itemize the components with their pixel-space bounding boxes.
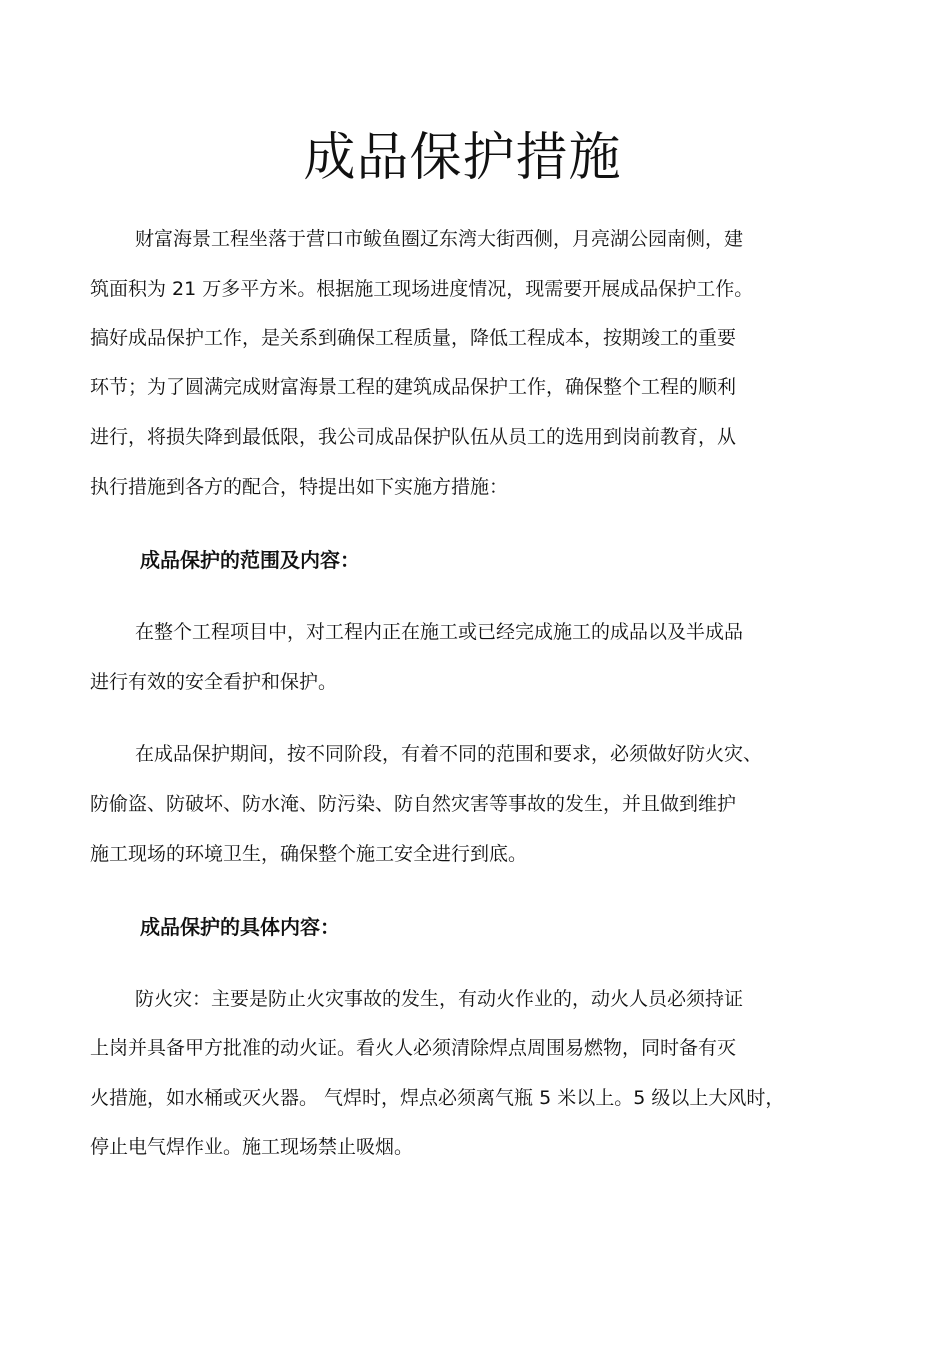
section-heading-details: 成品保护的具体内容： [140,915,340,939]
details-para1-line-2: 上岗并具备甲方批准的动火证。看火人必须清除焊点周围易燃物，同时备有灭 [90,1037,737,1059]
intro-line-2: 筑面积为 21 万多平方米。根据施工现场进度情况，现需要开展成品保护工作。 [90,278,754,300]
section-heading-scope: 成品保护的范围及内容： [140,548,360,572]
details-para1-line-4: 停止电气焊作业。施工现场禁止吸烟。 [90,1136,414,1158]
intro-line-4: 环节；为了圆满完成财富海景工程的建筑成品保护工作，确保整个工程的顺利 [90,376,737,398]
document-title: 成品保护措施 [303,128,622,188]
intro-line-1: 财富海景工程坐落于营口市鲅鱼圈辽东湾大街西侧，月亮湖公园南侧，建 [135,228,744,250]
intro-line-3: 搞好成品保护工作，是关系到确保工程质量，降低工程成本，按期竣工的重要 [90,327,737,349]
scope-para1-line-2: 进行有效的安全看护和保护。 [90,671,338,693]
details-para1-line-1: 防火灾：主要是防止火灾事故的发生，有动火作业的，动火人员必须持证 [135,988,744,1010]
scope-para2-line-1: 在成品保护期间，按不同阶段，有着不同的范围和要求，必须做好防火灾、 [135,743,763,765]
intro-line-5: 进行，将损失降到最低限，我公司成品保护队伍从员工的选用到岗前教育，从 [90,426,737,448]
scope-para2-line-2: 防偷盗、防破坏、防水淹、防污染、防自然灾害等事故的发生，并且做到维护 [90,793,737,815]
details-para1-line-3: 火措施，如水桶或灭火器。 气焊时，焊点必须离气瓶 5 米以上。5 级以上大风时， [90,1087,785,1109]
scope-para2-line-3: 施工现场的环境卫生，确保整个施工安全进行到底。 [90,843,528,865]
intro-line-6: 执行措施到各方的配合，特提出如下实施方措施： [90,476,509,498]
scope-para1-line-1: 在整个工程项目中，对工程内正在施工或已经完成施工的成品以及半成品 [135,621,744,643]
